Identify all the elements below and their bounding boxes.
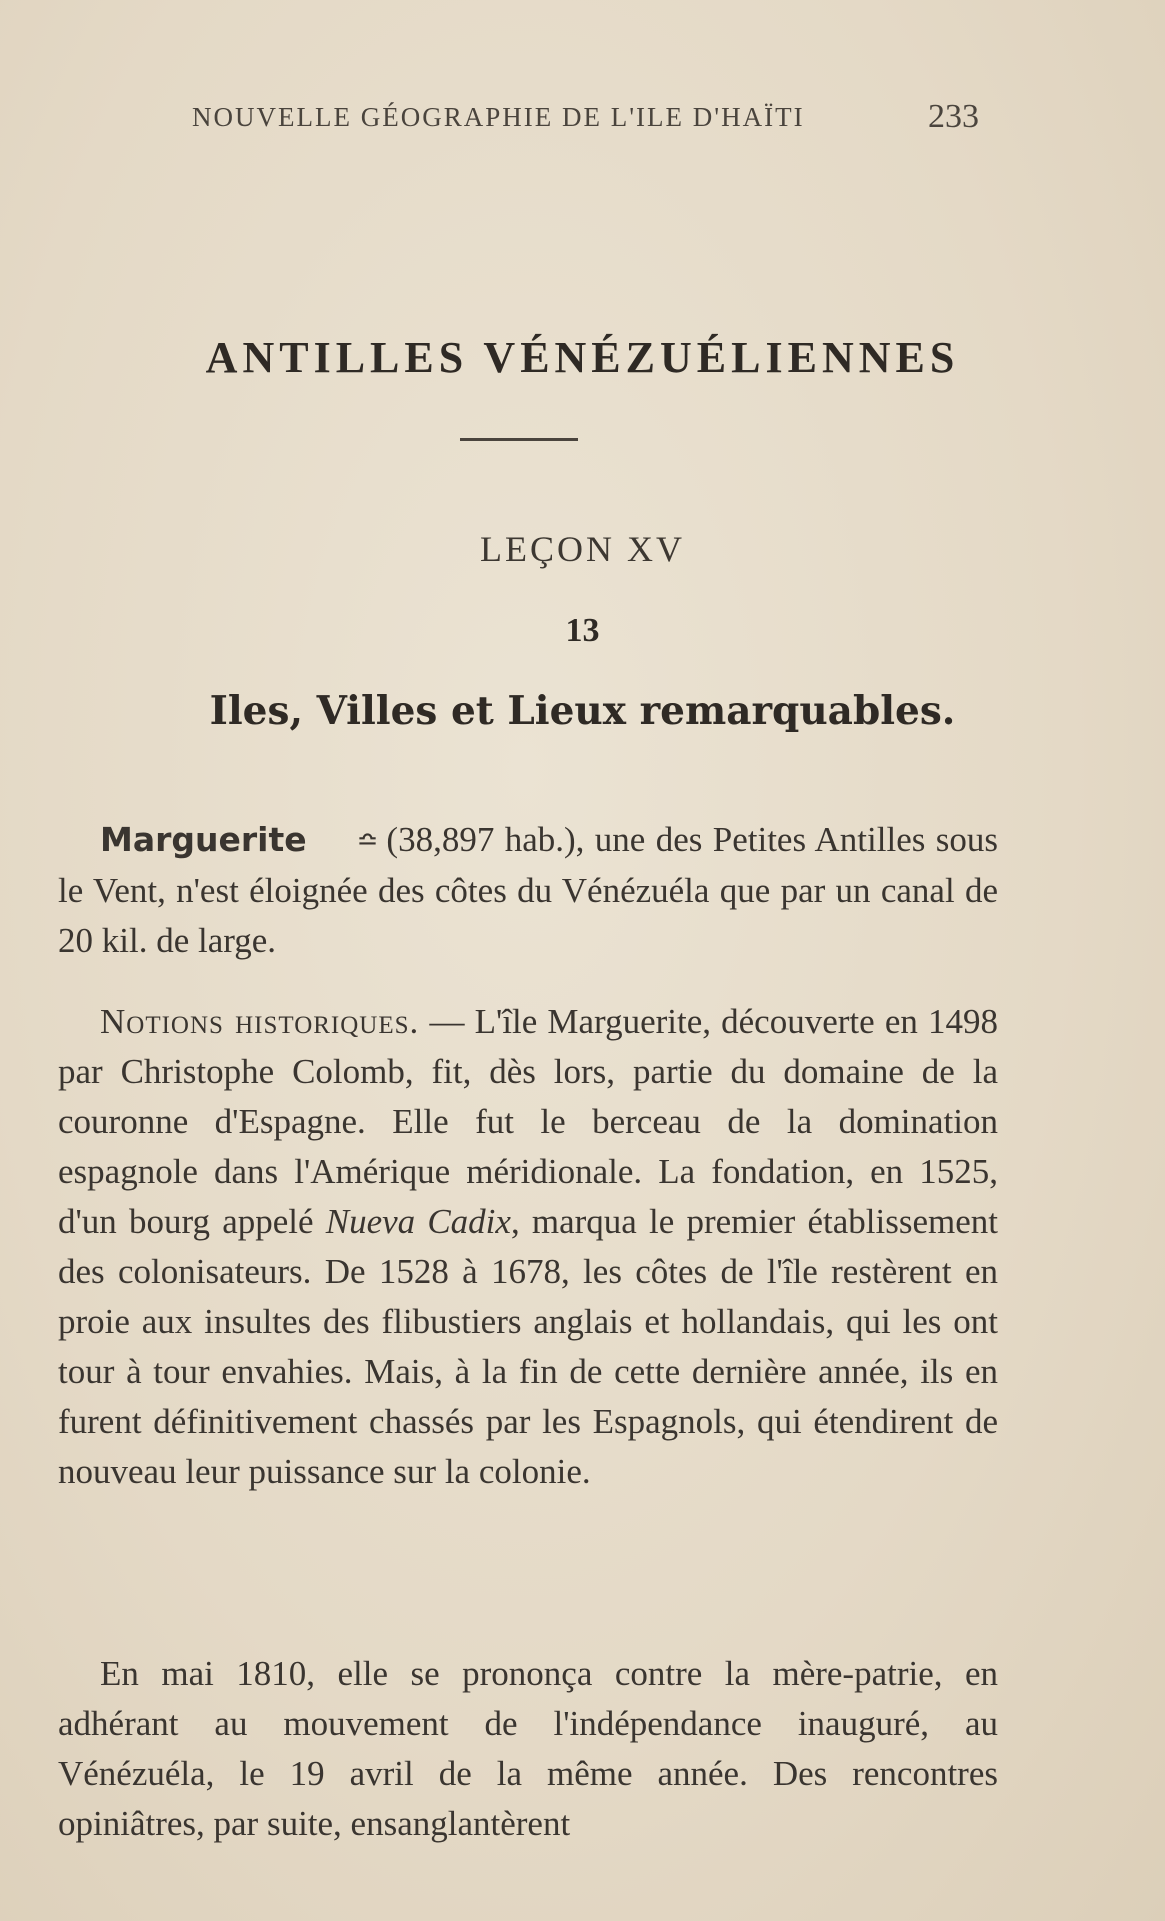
page-number: 233 (928, 98, 979, 135)
place-name-nueva-cadix: Nueva Cadix (325, 1202, 511, 1241)
section-title: ANTILLES VÉNÉZUÉLIENNES (205, 333, 960, 382)
running-title: NOUVELLE GÉOGRAPHIE DE L'ILE D'HAÏTI (192, 102, 805, 132)
lesson-label: LEÇON XV (480, 529, 685, 569)
historical-text-part-2: , marqua le premier établissement des colonisateurs. De 1528 à 1678, les côtes de l'île restèrent en proie aux insultes des flibustiers anglais et hollandais, qui les ont tour à tour envahies. Mais, à la fin de cette dernière année, ils en furent définitivement chassés par les Espagnols, qui étendirent de nouveau leur puissance sur la colonie. (58, 1202, 998, 1491)
paragraph-independence (58, 1649, 998, 1849)
running-head (0, 98, 1165, 138)
notions-historiques-label: Notions historiques. (100, 1002, 420, 1041)
capital-symbol-icon: ≏ (356, 826, 379, 855)
independence-text: En mai 1810, elle se prononça contre la mère-patrie, en adhérant au mouvement de l'indépendance inauguré, au Vénézuéla, le 19 avril de la même année. Des rencontres opiniâtres, par suite, ensanglantèrent (58, 1654, 998, 1843)
paragraph-marguerite (58, 815, 998, 966)
paragraph-historical-notes (58, 997, 998, 1497)
title-rule (460, 438, 578, 441)
lesson-subtitle: Iles, Villes et Lieux remarquables. (209, 688, 956, 734)
lesson-number: 13 (565, 612, 600, 649)
paragraph-lead-marguerite: Marguerite (100, 820, 307, 859)
historical-text-part-1: — L'île Marguerite, découverte en 1498 par Christophe Colomb, fit, dès lors, partie du domaine de la couronne d'Espagne. Elle fut le berceau de la domination espagnole dans l'Amérique méridionale. La fondation, en 1525, d'un bourg appelé (58, 1002, 998, 1241)
paragraph-text-marguerite: (38,897 hab.), une des Petites Antilles sous le Vent, n'est éloignée des côtes du Vénézuéla que par un canal de 20 kil. de large. (58, 820, 998, 960)
